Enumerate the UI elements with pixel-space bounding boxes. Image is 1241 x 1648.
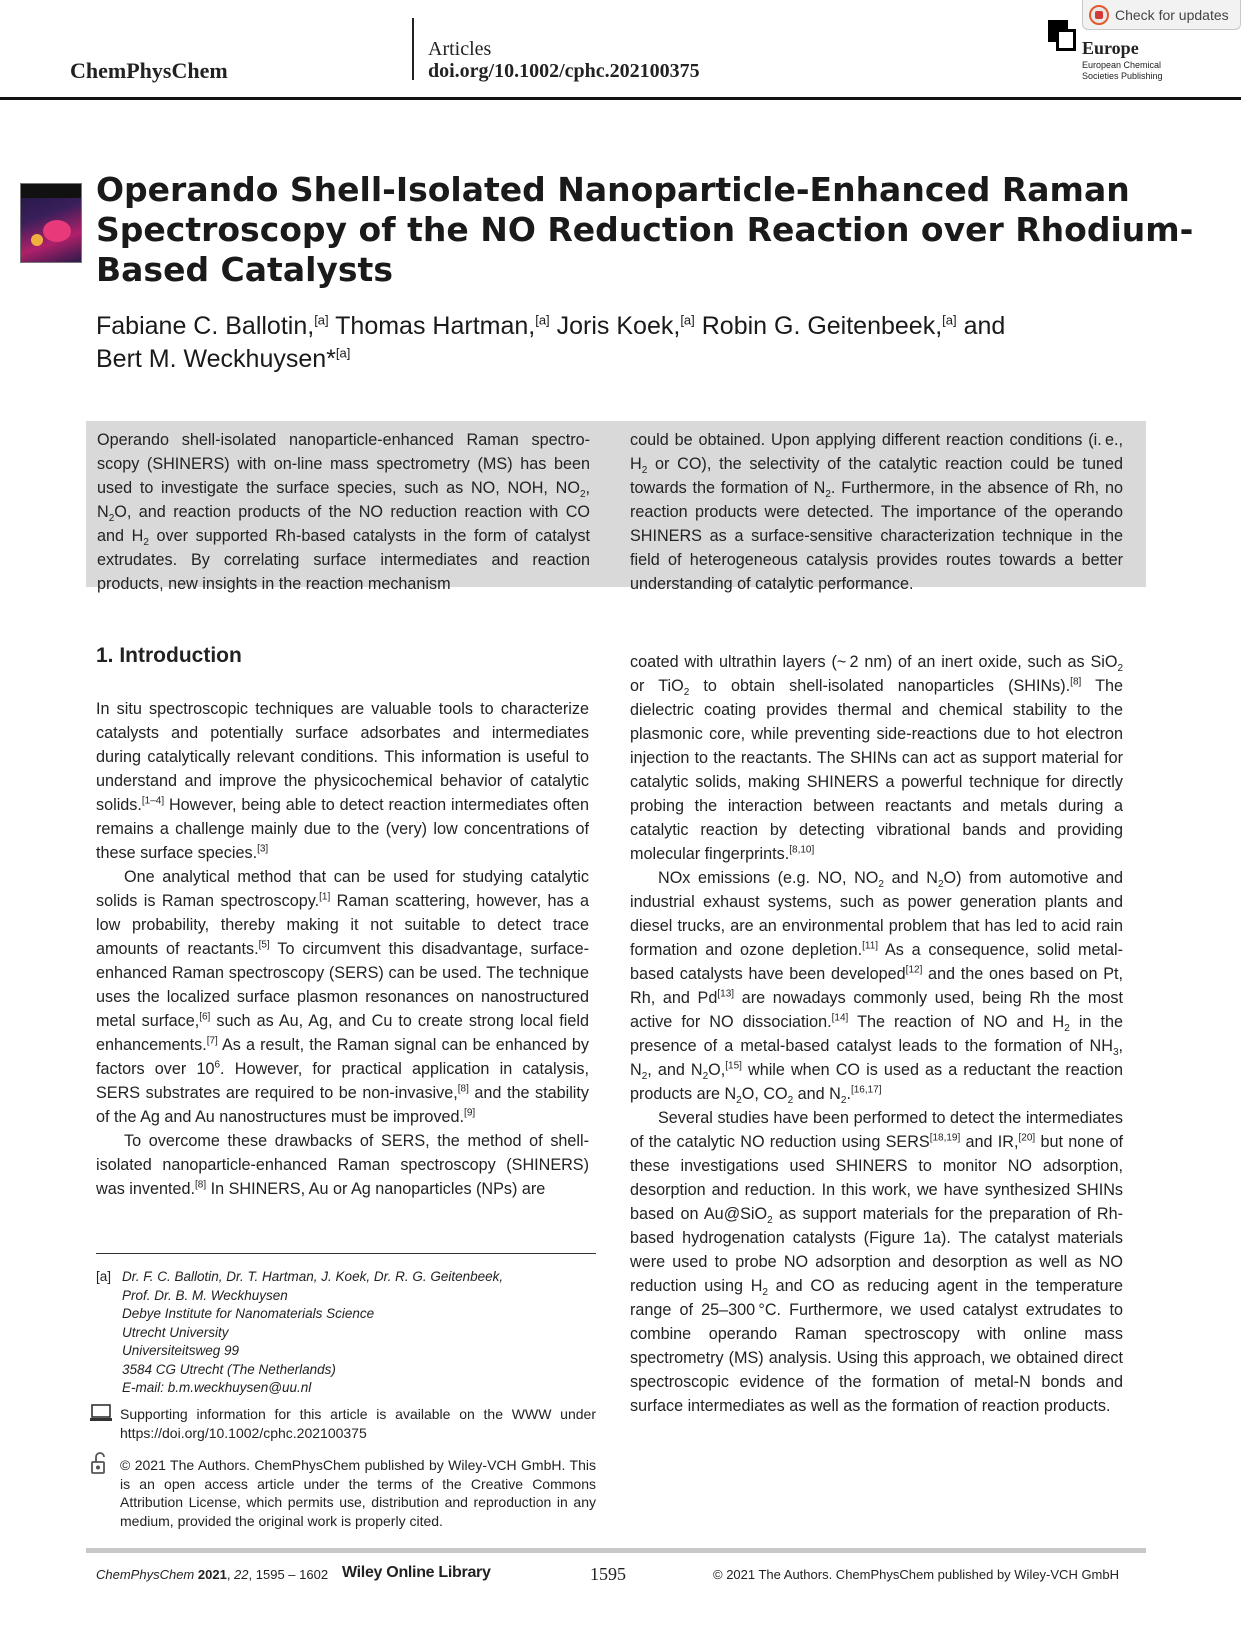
header-divider	[412, 18, 414, 80]
author-name: Thomas Hartman,	[335, 312, 536, 340]
affiliation-email[interactable]: E-mail: b.m.weckhuysen@uu.nl	[122, 1380, 312, 1395]
author-affiliation: [a]	[335, 345, 351, 361]
paragraph: In situ spectroscopic techniques are valuable tools to characterize catalysts and potentially surface adsorbates and intermediates during catalytically relevant conditions. This information is useful to understand and improve the physicochemical behavior of catalytic solids.[1–4] However, being able to detect reaction intermediates often remains a challenge mainly due to the (very) low concentrations of these surface species.[3]	[96, 700, 589, 862]
footnote-rule	[96, 1253, 596, 1254]
author-name: Fabiane C. Ballotin,	[96, 312, 315, 340]
footer-journal: ChemPhysChem	[96, 1567, 195, 1582]
footer-rule	[86, 1548, 1146, 1553]
page-number: 1595	[590, 1564, 626, 1584]
footer-citation: ChemPhysChem 2021, 22, 1595 – 1602	[96, 1567, 329, 1582]
author-affiliation: [a]	[680, 312, 695, 328]
journal-cover-thumbnail[interactable]	[20, 183, 82, 263]
footer-copyright: © 2021 The Authors. ChemPhysChem published by Wiley-VCH GmbH	[713, 1567, 1120, 1582]
author-affiliation: [a]	[535, 312, 550, 328]
affiliation-line: Utrecht University	[122, 1324, 229, 1340]
chemistry-europe-mark-icon	[1048, 20, 1076, 50]
footer-pages: 1595 – 1602	[255, 1567, 329, 1582]
check-updates-label: Check for updates	[1115, 6, 1229, 23]
paragraph: NOx emissions (e.g. NO, $NO_2$ and $N_2O$) from automotive and industrial exhaust systems, such as power generation plants and diesel trucks, are an environmental problem that has led to acid rain formation and ozone depletion.[11] As a consequence, solid metal-based catalysts have been developed[12] and the ones based on Pt, Rh, and Pd[13] are nowadays commonly used, being Rh the most active for NO dissociation.[14] The reaction of NO and $H_2$ in the presence of a metal-based catalyst leads to the formation of $NH_3$, $N_2$, and $N_2O,[15]$ while when CO is used as a reductant the reaction products are $N_2O$, $CO_2$ and $N_2.[16,17]$	[630, 869, 1124, 1107]
abstract-text-right: could be obtained. Upon applying different reaction conditions (i. e., $H_2$ or CO), the selectivity of the catalytic reaction could be tuned towards the formation of $N_2$. Furthermore, in the absence of Rh, no reaction products were detected. The importance of the operando SHINERS as a surface-sensitive characterization technique in the field of heterogeneous catalysis provides routes towards a better understanding of catalytic performance.	[630, 431, 1124, 593]
paragraph: Several studies have been performed to detect the intermediates of the catalytic NO reduction using SERS[18,19] and IR,[20] but none of these investigations used SHINERS to monitor NO adsorption, desorption and reduction. In this work, we have synthesized SHINs based on Au@SiO$_2$ as support materials for the preparation of Rh-based hydrogenation catalysts (Figure 1a). The catalyst materials were used to probe NO adsorption and desorption as well as NO reduction using $H_2$ and CO as reducing agent in the temperature range of 25–300 °C. Furthermore, we used catalyst extrudates to combine operando Raman spectroscopy with online mass spectrometry (MS) analysis. Using this approach, we obtained direct spectroscopic evidence of the formation of metal-N bonds and surface intermediates as well as the formation of reaction products.	[630, 1109, 1123, 1415]
author-affiliation: [a]	[314, 312, 329, 328]
header-doi-link[interactable]: doi.org/10.1002/cphc.202100375	[428, 60, 700, 82]
paragraph: One analytical method that can be used for studying catalytic solids is Raman spectroscopy.[1] Raman scattering, however, has a low probability, thereby making it not suitable to detect trace amounts of reactants.[5] To circumvent this disadvantage, surface-enhanced Raman spectroscopy (SERS) can be used. The technique uses the localized surface plasmon resonances on nanostructured metal surface,[6] such as Au, Ag, and Cu to create strong local field enhancements.[7] As a result, the Raman signal can be enhanced by factors over $10^6$. However, for practical application in catalysis, SERS substrates are required to be non-invasive,[8] and the stability of the Ag and Au nanostructures must be improved.[9]	[96, 868, 589, 1126]
supporting-information-note[interactable]: Supporting information for this article is available on the WWW under https://doi.org/10.1002/cphc.202100375	[120, 1406, 596, 1441]
author-list	[96, 310, 1196, 376]
journal-name: ChemPhysChem	[70, 58, 228, 83]
paragraph: To overcome these drawbacks of SERS, the method of shell-isolated nanoparticle-enhanced Raman spectroscopy (SHINERS) was invented.[8] In SHINERS, Au or Ag nanoparticles (NPs) are	[96, 1132, 589, 1198]
section-heading: 1. Introduction	[96, 644, 242, 667]
article-type: Articles	[428, 38, 492, 60]
affiliation-line: Dr. F. C. Ballotin, Dr. T. Hartman, J. Koek, Dr. R. G. Geitenbeek,	[122, 1269, 504, 1284]
author-affiliation: [a]	[942, 312, 957, 328]
affiliation-line: 3584 CG Utrecht (The Netherlands)	[122, 1361, 336, 1377]
abstract-box	[86, 421, 1146, 593]
body-text-right-column	[630, 650, 1123, 1418]
affiliation-line: Prof. Dr. B. M. Weckhuysen	[122, 1287, 288, 1303]
open-access-lock-icon	[90, 1452, 110, 1474]
body-text-left-column	[96, 697, 589, 1201]
logo-subline-1: European Chemical	[1082, 60, 1162, 70]
affiliation-line: Debye Institute for Nanomaterials Science	[122, 1306, 375, 1321]
check-for-updates-button[interactable]	[1082, 0, 1241, 30]
computer-icon	[90, 1404, 112, 1422]
paragraph: coated with ultrathin layers (~ 2 nm) of an inert oxide, such as SiO$_2$ or TiO$_2$ to obtain shell-isolated nanoparticles (SHINs).[8] The dielectric coating provides thermal and chemical stability to the plasmonic core, while preventing side-reactions due to hot electron injection to the reactants. The SHINs can act as support material for catalytic solids, making SHINERS a powerful technique for directly probing the interaction between reactants and metals during a catalytic reaction by detecting vibrational bands and providing molecular fingerprints.[8,10]	[630, 653, 1123, 863]
affiliation-line: Universiteitsweg 99	[122, 1343, 240, 1358]
logo-subline-2: Societies Publishing	[1082, 71, 1163, 81]
authors-and: and	[963, 312, 1006, 340]
open-access-note: © 2021 The Authors. ChemPhysChem published by Wiley-VCH GmbH. This is an open access article under the terms of the Creative Commons Attribution License, which permits use, distribution and reproduction in any medium, provided the original work is properly cited.	[120, 1457, 596, 1529]
author-name: Robin G. Geitenbeek,	[701, 312, 943, 340]
author-name: Bert M. Weckhuysen*	[96, 345, 336, 373]
wiley-online-library-link[interactable]: Wiley Online Library	[342, 1564, 491, 1581]
header-rule	[0, 97, 1241, 100]
abstract-text-left: Operando shell-isolated nanoparticle-enhanced Raman spectroscopy (SHINERS) with on-line mass spectrometry (MS) has been used to investigate the surface species, such as NO, NOH, $NO_2$, $N_2O$, and reaction products of the NO reduction reaction with CO and $H_2$ over supported Rh-based catalysts in the form of catalyst extrudates. By correlating surface intermediates and reaction products, new insights in the reaction mechanism	[97, 431, 590, 593]
logo-europe: Europe	[1082, 38, 1139, 58]
bookmark-icon	[1089, 5, 1109, 25]
footer-volume: 22	[234, 1567, 249, 1582]
affiliation-label: [a]	[96, 1269, 112, 1284]
author-name: Joris Koek,	[556, 312, 681, 340]
footer-year: 2021	[197, 1567, 227, 1582]
article-title: Operando Shell-Isolated Nanoparticle-Enhanced Raman Spectroscopy of the NO Reduction Reaction over Rhodium-Based Catalysts	[96, 170, 1194, 289]
